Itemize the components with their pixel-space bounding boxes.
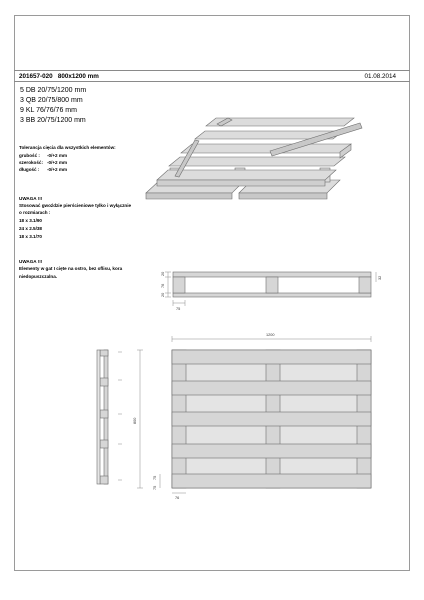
end-dimension-lines (118, 352, 122, 480)
product-dimensions: 800x1200 mm (57, 73, 99, 80)
tolerance-value: -0/+2 mm (47, 153, 68, 158)
bottom-board-edge (146, 193, 232, 199)
plan-deck-board (172, 381, 371, 395)
end-deck (100, 350, 108, 356)
dim-label: 75 (153, 475, 157, 480)
end-deck (100, 410, 108, 418)
warning-line: Elementy w gat I cięte na ostro, bez oflisu, kora (19, 266, 123, 271)
bottom-board-edge (239, 193, 327, 199)
deck-board (169, 157, 345, 166)
dim-label: 76 (175, 496, 180, 500)
tolerance-label: długość : (19, 167, 40, 172)
spec-line: 3 BB 20/75/1200 mm (20, 117, 86, 124)
dim-label: 75 (176, 307, 181, 311)
dim-label: 20 (161, 292, 165, 297)
deck-board (157, 170, 336, 180)
plan-deck-board (172, 412, 371, 426)
tolerance-label: szerokość: (19, 160, 44, 165)
side-bottom-board (173, 293, 371, 297)
dim-label: 32 (378, 275, 382, 280)
warning-line: 18 x 3.1/90 (19, 218, 42, 223)
end-elevation-view (97, 350, 108, 484)
warning-title: UWAGA !!! (19, 196, 43, 201)
header-date: 01.08.2014 (364, 73, 396, 80)
deck-board (181, 144, 351, 153)
warning-line: niedopuszczalna. (19, 274, 58, 279)
spec-line: 9 KL 76/76/76 mm (20, 107, 77, 114)
tolerance-value: -0/+2 mm (47, 160, 68, 165)
tolerance-title: Tolerancja cięcia dla wszystkich elementów: (19, 145, 116, 150)
tolerance-value: -0/+2 mm (47, 167, 68, 172)
side-block (173, 277, 185, 293)
dim-label: 20 (161, 271, 165, 276)
side-block (359, 277, 371, 293)
isometric-pallet-view (146, 118, 362, 199)
top-plan-view (172, 350, 371, 488)
side-block (266, 277, 278, 293)
spec-line: 3 QB 20/75/800 mm (20, 97, 83, 104)
dim-label: 1200 (266, 333, 275, 337)
plan-deck-board (172, 444, 371, 458)
end-deck (100, 378, 108, 386)
warning-title: UWAGA !!! (19, 259, 43, 264)
warning-line: 24 x 2.5/38 (19, 226, 42, 231)
spec-line: 5 DB 20/75/1200 mm (20, 87, 87, 94)
dim-label: 800 (133, 417, 137, 424)
deck-board-edge (157, 180, 325, 186)
end-bottom-board (97, 350, 100, 484)
dim-label: 75 (153, 485, 157, 490)
product-code: 201657-020 (19, 73, 53, 80)
end-deck (100, 440, 108, 448)
plan-deck-board (172, 350, 371, 364)
dim-label: 76 (161, 283, 165, 288)
side-top-board (173, 272, 371, 277)
warning-line: o rozmiarach : (19, 210, 51, 215)
warning-line: 18 x 3.1/70 (19, 234, 42, 239)
plan-deck-board (172, 474, 371, 488)
tolerance-label: grubość : (19, 153, 40, 158)
warning-line: Stosować gwoździe pierścieniowe tylko i wyłącznie (19, 203, 132, 208)
side-elevation-view (173, 272, 371, 297)
end-deck (100, 476, 108, 484)
